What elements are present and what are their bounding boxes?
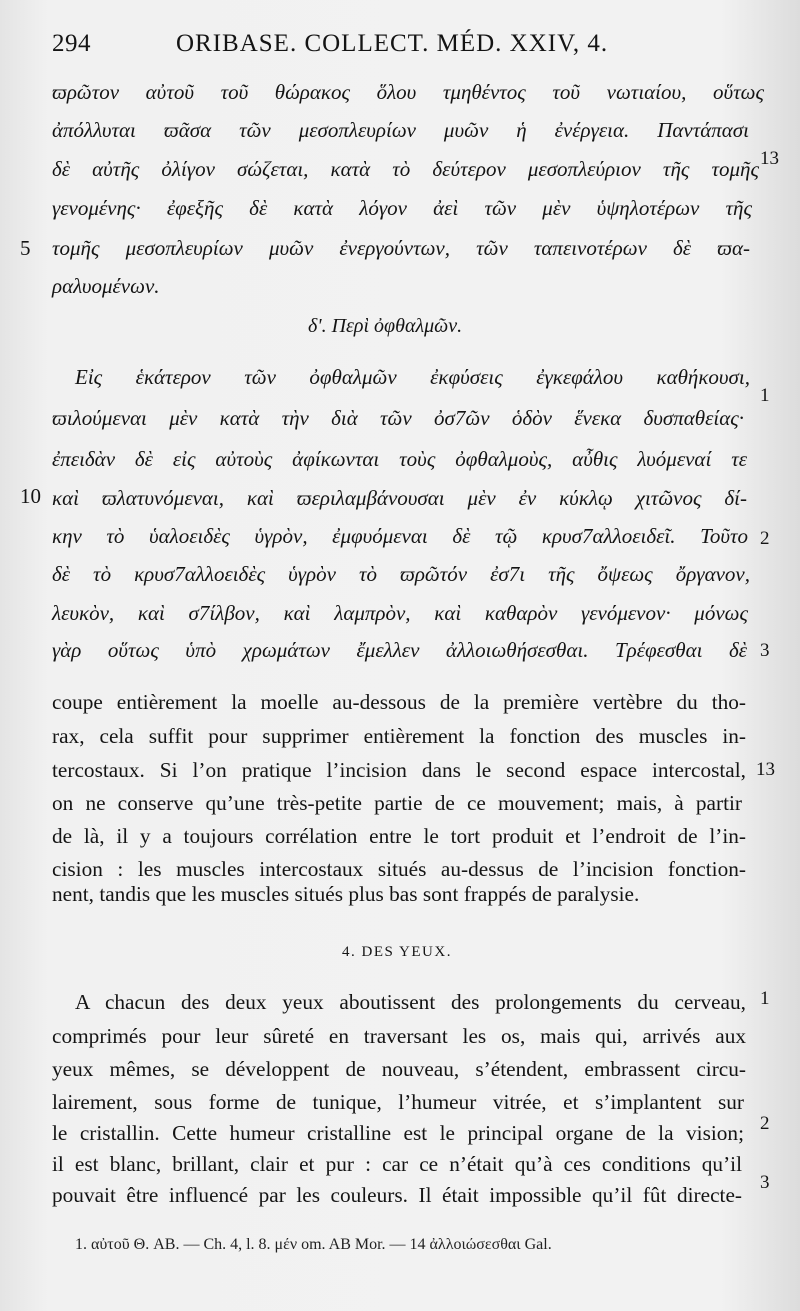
margin-number: 1 — [760, 988, 770, 1009]
french-line: coupe entièrement la moelle au-dessous de la première vertèbre du tho- — [52, 690, 746, 714]
french-line: lairement, sous forme de tunique, l’humeur vitrée, et s’implantent sur — [52, 1090, 744, 1114]
french-line: pouvait être influencé par les couleurs. Il était impossible qu’il fût directe- — [52, 1183, 742, 1207]
greek-line: ϖιλούμεναι μὲν κατὰ τὴν διὰ τῶν ὀσ7ῶν ὁδὸν ἕνεκα δυσπαθείας· — [52, 406, 744, 430]
running-header — [52, 30, 652, 70]
greek-line: ἐπειδὰν δὲ εἰς αὐτοὺς ἀφίκωνται τοὺς ὀφθαλμοὺς, αὖθις λυόμεναί τε — [52, 447, 747, 471]
greek-line: ἀπόλλυται ϖᾶσα τῶν μεσοπλευρίων μυῶν ἡ ἐνέργεια. Παντάπασι — [52, 118, 749, 142]
greek-section-heading: δ'. Περὶ ὀφθαλμῶν. — [308, 315, 463, 337]
running-title: ORIBASE. COLLECT. MÉD. XXIV, 4. — [176, 30, 609, 57]
french-line: nent, tandis que les muscles situés plus bas sont frappés de paralysie. — [52, 882, 640, 906]
french-line: yeux mêmes, se développent de nouveau, s’étendent, embrassent circu- — [52, 1057, 746, 1081]
french-line: il est blanc, brillant, clair et pur : car ce n’était qu’à ces conditions qu’il — [52, 1152, 742, 1176]
margin-number: 2 — [760, 1113, 770, 1134]
french-line: comprimés pour leur sûreté en traversant les os, mais qui, arrivés aux — [52, 1024, 746, 1048]
french-section-heading: 4. DES YEUX. — [342, 944, 452, 960]
line-number: 10 — [20, 484, 41, 508]
greek-line: δὲ αὐτῆς ὀλίγον σώζεται, κατὰ τὸ δεύτερον μεσοπλεύριον τῆς τομῆς — [52, 157, 759, 181]
greek-line: κην τὸ ὑαλοειδὲς ὑγρὸν, ἐμφυόμεναι δὲ τῷ κρυσ7αλλοειδεῖ. Τοῦτο — [52, 524, 748, 548]
french-line: de là, il y a toujours corrélation entre le tort produit et l’endroit de l’in- — [52, 824, 746, 848]
margin-number: 3 — [760, 640, 770, 661]
french-line: on ne conserve qu’une très-petite partie de ce mouvement; mais, à partir — [52, 791, 742, 815]
margin-number: 2 — [760, 528, 770, 549]
greek-line: ραλυομένων. — [52, 274, 160, 298]
line-number: 5 — [20, 236, 31, 260]
greek-line: ϖρῶτον αὐτοῦ τοῦ θώρακος ὅλου τμηθέντος τοῦ νωτιαίου, οὕτως — [52, 80, 764, 104]
margin-number: 13 — [760, 148, 779, 169]
page-number: 294 — [52, 30, 91, 57]
greek-line: γενομένης· ἐφεξῆς δὲ κατὰ λόγον ἀεὶ τῶν μὲν ὑψηλοτέρων τῆς — [52, 196, 752, 220]
greek-line: τομῆς μεσοπλευρίων μυῶν ἐνεργούντων, τῶν ταπεινοτέρων δὲ ϖα- — [52, 236, 750, 260]
margin-number: 3 — [760, 1172, 770, 1193]
french-line: A chacun des deux yeux aboutissent des prolongements du cerveau, — [75, 990, 746, 1014]
margin-number: 13 — [756, 759, 775, 780]
footnote: 1. αὐτοῦ Θ. AB. — Ch. 4, l. 8. μέν om. AB Mor. — 14 ἀλλοιώσεσθαι Gal. — [75, 1236, 552, 1253]
greek-line: δὲ τὸ κρυσ7αλλοειδὲς ὑγρὸν τὸ ϖρῶτόν ἐσ7ι τῆς ὄψεως ὄργανον, — [52, 562, 750, 586]
french-line: tercostaux. Si l’on pratique l’incision dans le second espace intercostal, — [52, 758, 746, 782]
greek-line: λευκὸν, καὶ σ7ίλβον, καὶ λαμπρὸν, καὶ καθαρὸν γενόμενον· μόνως — [52, 601, 748, 625]
margin-number: 1 — [760, 385, 770, 406]
french-line: le cristallin. Cette humeur cristalline est le principal organe de la vision; — [52, 1121, 744, 1145]
french-line: cision : les muscles intercostaux situés au-dessus de l’incision fonction- — [52, 857, 746, 881]
greek-line: καὶ ϖλατυνόμεναι, καὶ ϖεριλαμβάνουσαι μὲν ἐν κύκλῳ χιτῶνος δί- — [52, 486, 747, 510]
greek-line: γὰρ οὕτως ὑπὸ χρωμάτων ἔμελλεν ἀλλοιωθήσεσθαι. Τρέφεσθαι δὲ — [52, 638, 747, 662]
french-line: rax, cela suffit pour supprimer entièrement la fonction des muscles in- — [52, 724, 746, 748]
greek-line: Εἰς ἑκάτερον τῶν ὀφθαλμῶν ἐκφύσεις ἐγκεφάλου καθήκουσι, — [75, 365, 750, 389]
